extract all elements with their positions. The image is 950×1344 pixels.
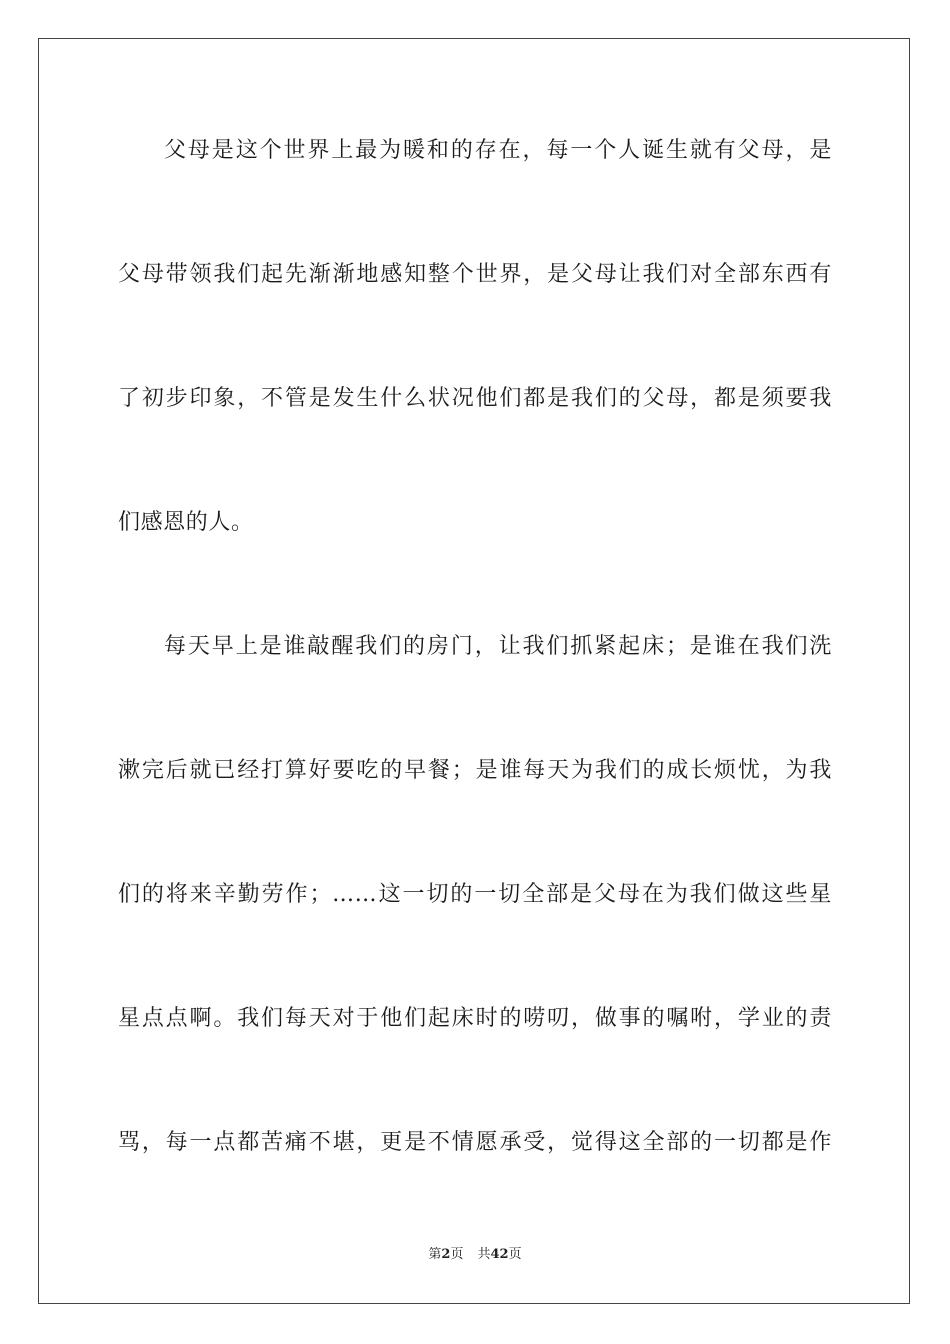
paragraph-2-line-2: 漱完后就已经打算好要吃的早餐；是谁每天为我们的成长烦忧，为我 — [118, 758, 832, 783]
paragraph-2-line-3: 们的将来辛勤劳作；……这一切的一切全部是父母在为我们做这些星 — [118, 882, 832, 907]
page-number: 2 — [441, 1247, 451, 1262]
paragraph-2-line-1: 每天早上是谁敲醒我们的房门，让我们抓紧起床；是谁在我们洗 — [164, 634, 832, 659]
paragraph-2-line-4: 星点点啊。我们每天对于他们起床时的唠叨，做事的嘱咐，学业的责 — [118, 1006, 832, 1031]
total-pages: 42 — [490, 1247, 509, 1262]
paragraph-1-line-3: 了初步印象，不管是发生什么状况他们都是我们的父母，都是须要我 — [118, 386, 832, 411]
total-prefix: 共 — [477, 1247, 491, 1262]
page-border — [38, 38, 910, 1304]
paragraph-1-line-1: 父母是这个世界上最为暖和的存在，每一个人诞生就有父母，是 — [164, 138, 832, 163]
paragraph-1-line-4: 们感恩的人。 — [118, 510, 254, 535]
page-footer — [0, 1246, 950, 1264]
page-suffix: 页 — [450, 1247, 464, 1262]
paragraph-1-line-2: 父母带领我们起先渐渐地感知整个世界，是父母让我们对全部东西有 — [118, 262, 832, 287]
total-suffix: 页 — [508, 1247, 522, 1262]
paragraph-2-line-5: 骂，每一点都苦痛不堪，更是不情愿承受，觉得这全部的一切都是作 — [118, 1130, 832, 1155]
page-prefix: 第 — [428, 1247, 442, 1262]
